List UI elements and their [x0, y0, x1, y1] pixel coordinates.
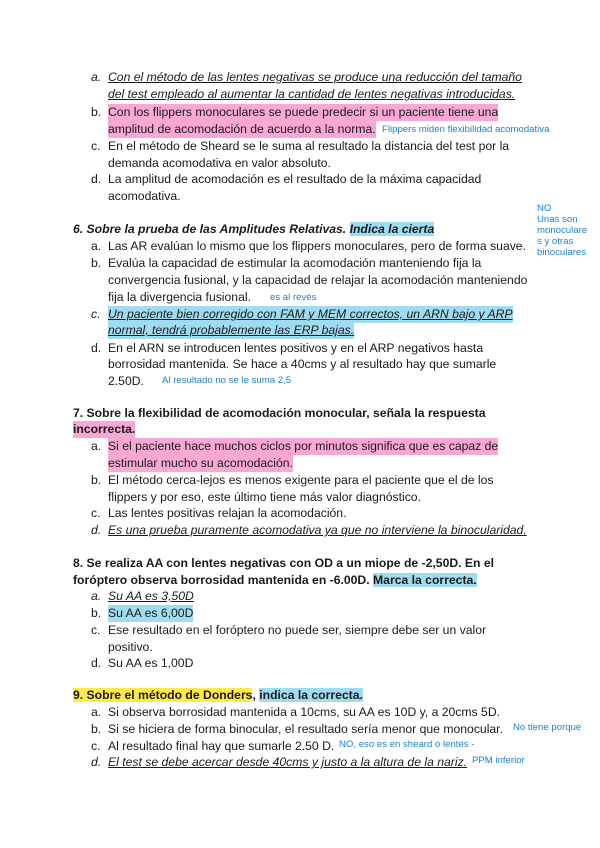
option-text: convergencia fusional, y la capacidad de relajar la acomodación manteniendo: [108, 273, 528, 287]
option-text: En el método de Sheard se le suma al resultado la distancia del test por la: [108, 139, 510, 153]
question-8-title: 8. Se realiza AA con lentes negativas con OD a un miope de -2,50D. En el: [73, 556, 495, 570]
question-6-instruction: Indica la cierta: [349, 222, 435, 236]
option-text: Si se hiciera de forma binocular, el resultado sería menor que monocular.: [108, 722, 503, 736]
highlighted-option-text: Con los flippers monoculares se puede predecir si un paciente tiene una: [108, 105, 499, 119]
margin-comment: PPM inferior: [472, 755, 525, 766]
margin-comment: No tiene porque: [513, 722, 582, 733]
option-letter: c.: [91, 623, 101, 637]
question-7-instruction: incorrecta.: [73, 422, 136, 436]
option-text: El test se debe acercar desde 40cms y justo a la altura de la nariz.: [108, 755, 468, 769]
option-text: Su AA es 3,50D: [108, 589, 194, 603]
option-letter: a.: [91, 70, 102, 84]
side-comment-line: Unas son: [537, 214, 578, 225]
margin-comment: Al resultado no se le suma 2,5: [162, 375, 292, 386]
side-comment-line: monoculare: [537, 225, 588, 236]
option-letter: d.: [91, 523, 102, 537]
option-letter: d.: [91, 172, 102, 186]
option-text: flippers y por eso, este último tiene más valor diagnóstico.: [108, 490, 421, 504]
option-text: Con el método de las lentes negativas se produce una reducción del tamaño: [108, 70, 522, 84]
option-text: borrosidad mantenida. Se hace a 40cms y al resultado hay que sumarle: [108, 357, 497, 371]
option-text: En el ARN se introducen lentes positivos y en el ARP negativos hasta: [108, 341, 484, 355]
option-text: Al resultado final hay que sumarle 2.50 D.: [108, 739, 335, 753]
option-letter: c.: [91, 739, 101, 753]
option-text: Su AA es 1,00D: [108, 656, 194, 670]
option-letter: b.: [91, 722, 102, 736]
option-letter: b.: [91, 606, 102, 620]
highlighted-option-text: Su AA es 6,00D: [108, 606, 194, 620]
option-text: Evalúa la capacidad de estimular la acomodación manteniendo fija la: [108, 256, 482, 270]
highlighted-option-text: Si el paciente hace muchos ciclos por minutos significa que es capaz de: [108, 439, 499, 453]
option-text: del test empleado al aumentar la cantidad de lentes negativas introducidas.: [108, 87, 516, 101]
margin-comment: NO, eso es en sheard o lentes -: [339, 739, 475, 750]
option-letter: a.: [91, 589, 102, 603]
highlighted-option-text: estimular mucho su acomodación.: [108, 456, 293, 470]
option-text: fija la divergencia fusional.: [108, 290, 251, 304]
option-text: El método cerca-lejos es menos exigente para el paciente que el de los: [108, 473, 494, 487]
option-text: Ese resultado en el foróptero no puede ser, siempre debe ser un valor: [108, 623, 487, 637]
option-letter: c.: [91, 506, 101, 520]
option-letter: b.: [91, 105, 102, 119]
option-letter: b.: [91, 256, 102, 270]
option-text: Las AR evalúan lo mismo que los flippers monoculares, pero de forma suave.: [108, 239, 526, 253]
question-9-instruction: indica la correcta.: [259, 688, 363, 702]
highlighted-option-text: Un paciente bien corregido con FAM y MEM correctos, un ARN bajo y ARP: [108, 307, 513, 321]
option-letter: a.: [91, 439, 102, 453]
question-6-title: [73, 221, 434, 238]
option-text: 2.50D.: [108, 374, 144, 388]
side-comment-line: NO: [537, 203, 552, 214]
option-letter: c.: [91, 307, 101, 321]
option-letter: d.: [91, 341, 102, 355]
option-text: positivo.: [108, 640, 153, 654]
side-comment: [537, 203, 599, 258]
side-comment-line: s y otras: [537, 236, 574, 247]
option-letter: a.: [91, 239, 102, 253]
margin-comment: es al revés: [270, 292, 317, 303]
margin-comment: Flippers miden flexibilidad acomodativa: [382, 124, 550, 135]
option-text: Si observa borrosidad mantenida a 10cms, su AA es 10D y, a 20cms 5D.: [108, 705, 501, 719]
option-text: Las lentes positivas relajan la acomodación.: [108, 506, 347, 520]
option-letter: c.: [91, 139, 101, 153]
highlighted-option-text: normal, tendrá probablemente las ERP bajas.: [108, 323, 355, 337]
option-text: Es una prueba puramente acomodativa ya que no interviene la binocularidad.: [108, 523, 527, 537]
option-letter: d.: [91, 656, 102, 670]
question-6-title-text: 6. Sobre la prueba de las Amplitudes Relativas.: [73, 222, 347, 236]
question-9-title-text: 9. Sobre el método de Donders: [73, 688, 253, 702]
question-8-title-text: foróptero observa borrosidad mantenida en -6.00D.: [73, 573, 370, 587]
question-9-title: [73, 687, 363, 704]
side-comment-line: binoculares: [537, 247, 587, 258]
highlighted-option-text: amplitud de acomodación de acuerdo a la norma.: [108, 122, 376, 136]
option-text: acomodativa.: [108, 189, 181, 203]
option-letter: a.: [91, 705, 102, 719]
question-7-title: 7. Sobre la flexibilidad de acomodación monocular, señala la respuesta: [73, 406, 486, 420]
option-letter: d.: [91, 755, 102, 769]
question-8-instruction: Marca la correcta.: [373, 573, 477, 587]
question-9-title-separator: ,: [252, 688, 260, 702]
option-text: demanda acomodativa en valor absoluto.: [108, 156, 331, 170]
option-text: La amplitud de acomodación es el resultado de la máxima capacidad: [108, 172, 482, 186]
option-letter: b.: [91, 473, 102, 487]
question-8-title-line2: [73, 572, 477, 589]
